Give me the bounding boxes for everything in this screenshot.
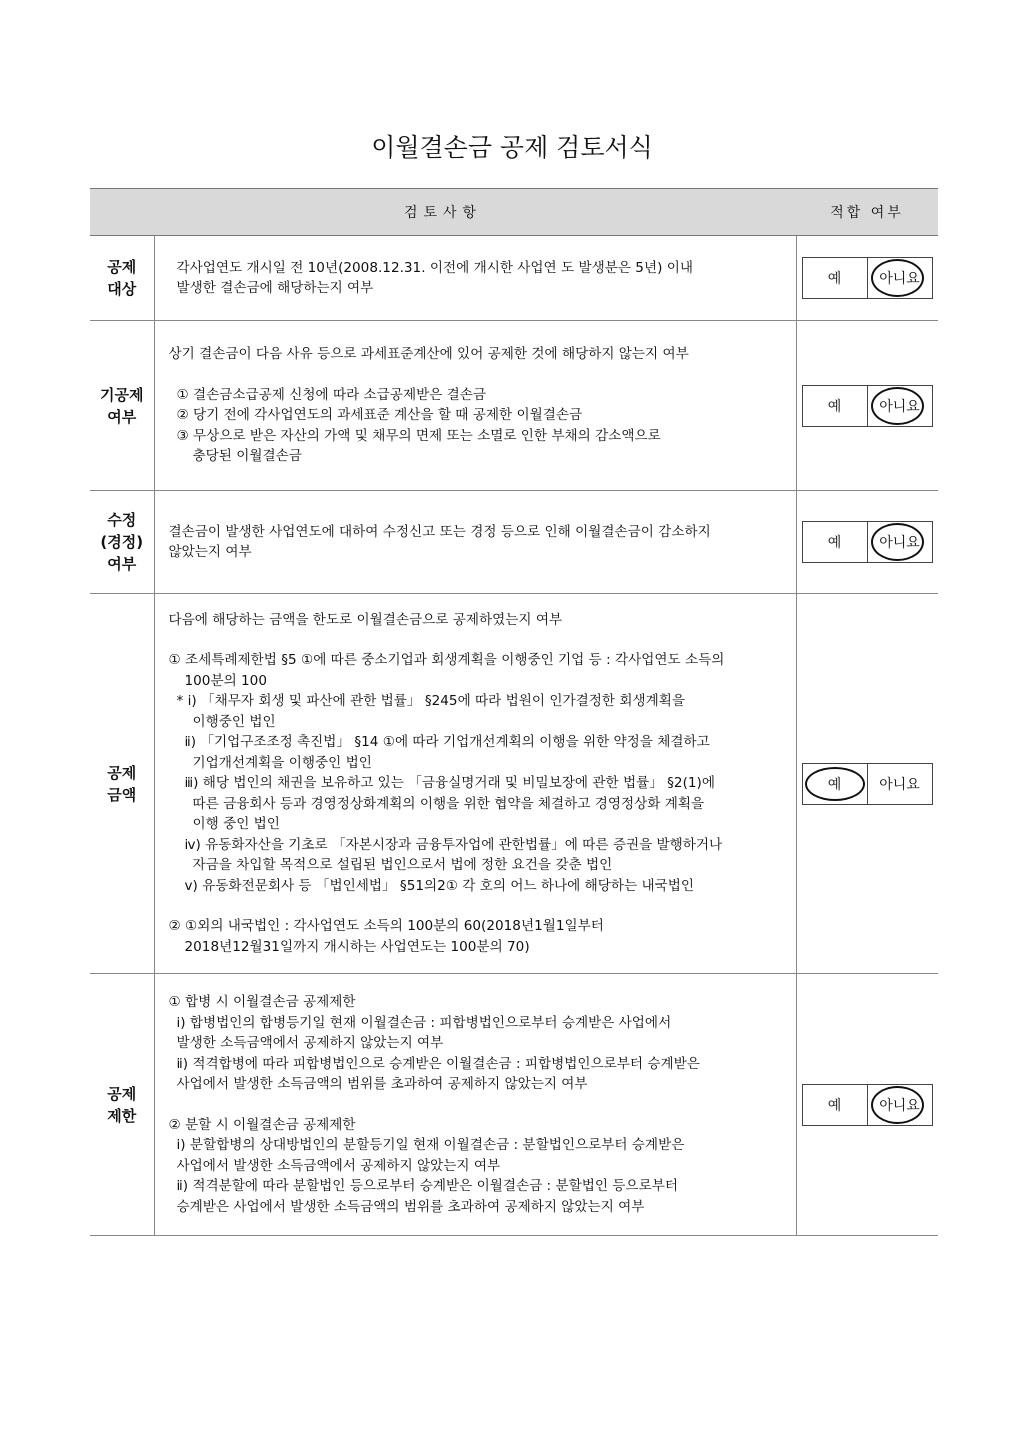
review-table [90, 188, 938, 1236]
content-line: ⅳ) 유동화자산을 기초로 「자본시장과 금융투자업에 관한법률」에 따른 증권을 발행하거나 [184, 836, 723, 853]
content-line: 기업개선계획을 이행중인 법인 [192, 754, 372, 771]
content-line: ⅰ) 합병법인의 합병등기일 현재 이월결손금 : 피합병법인으로부터 승계받은 사업에서 [176, 1014, 672, 1031]
content-line: 이행 중인 법인 [192, 816, 280, 833]
content-line: ⅱ) 적격분할에 따라 분할법인 등으로부터 승계받은 이월결손금 : 분할법인 등으로부터 [176, 1178, 678, 1194]
content-line: ② 당기 전에 각사업연도의 과세표준 계산을 할 때 공제한 이월결손금 [176, 407, 583, 424]
content-line: 결손금이 발생한 사업연도에 대하여 수정신고 또는 경정 등으로 인해 이월결손금이 감소하지 [168, 523, 711, 540]
content-line: 발생한 결손금에 해당하는지 여부 [176, 280, 374, 296]
category-line: 공제 [107, 763, 137, 782]
option-no-selected[interactable]: 아니요 [867, 258, 932, 298]
header-items: 검토사항 [90, 189, 796, 236]
yes-no-selector [802, 1084, 933, 1126]
yes-no-selector [802, 763, 933, 805]
content-line: 승계받은 사업에서 발생한 소득금액의 범위를 초과하여 공제하지 않았는지 여부 [176, 1198, 645, 1215]
content-line: ⅴ) 유동화전문회사 등 「법인세법」 §51의2① 각 호의 어느 하나에 해당하는 내국법인 [184, 877, 694, 894]
category-line: 여부 [107, 407, 137, 426]
content-line: ⅰ) 분할합병의 상대방법인의 분할등기일 현재 이월결손금 : 분할법인으로부터 승계받은 [176, 1137, 685, 1153]
option-yes[interactable]: 예 [827, 271, 842, 287]
content-line: 사업에서 발생한 소득금액의 범위를 초과하여 공제하지 않았는지 여부 [176, 1076, 588, 1092]
option-yes[interactable]: 예 [827, 398, 842, 415]
content-line: 발생한 소득금액에서 공제하지 않았는지 여부 [176, 1035, 444, 1051]
page-title: 이월결손금 공제 검토서식 [371, 133, 653, 162]
row-category [90, 236, 154, 321]
category-line: (경정) [100, 533, 144, 551]
content-line: ① 결손금소급공제 신청에 따라 소급공제받은 결손금 [176, 386, 487, 403]
header-fit: 적합 여부 [796, 189, 938, 236]
row-content [154, 594, 796, 974]
row-category [90, 594, 154, 974]
content-line: * ⅰ) 「채무자 회생 및 파산에 관한 법률」 §245에 따라 법원이 인가결정한 회생계획을 [176, 693, 685, 710]
table-row [90, 236, 938, 321]
option-no-selected[interactable]: 아니요 [867, 1085, 932, 1125]
table-row [90, 491, 938, 594]
yes-no-selector [802, 385, 933, 427]
content-line: 2018년12월31일까지 개시하는 사업연도는 100분의 70) [184, 938, 530, 955]
content-line: ② 분할 시 이월결손금 공제제한 [168, 1116, 356, 1133]
option-yes[interactable]: 예 [827, 1097, 842, 1114]
row-content [154, 236, 796, 321]
content-line: 각사업연도 개시일 전 10년(2008.12.31. 이전에 개시한 사업연 도 발생분은 5년) 이내 [176, 259, 693, 276]
category-line: 공제 [107, 1084, 137, 1103]
content-line: ⅲ) 해당 법인의 채권을 보유하고 있는 「금융실명거래 및 비밀보장에 관한 법률」 §2(1)에 [184, 775, 715, 792]
table-row [90, 594, 938, 974]
row-content [154, 491, 796, 594]
option-no[interactable]: 아니요 [867, 764, 932, 804]
option-yes-selected[interactable]: 예 [803, 764, 867, 804]
category-line: 수정 [107, 511, 137, 529]
content-line: ① 조세특례제한법 §5 ①에 따른 중소기업과 회생계획을 이행중인 기업 등 : 각사업연도 소득의 [168, 652, 725, 669]
content-line: ② ①외의 내국법인 : 각사업연도 소득의 100분의 60(2018년1월1일부터 [168, 918, 604, 935]
row-category [90, 321, 154, 491]
content-line: ③ 무상으로 받은 자산의 가액 및 채무의 면제 또는 소멸로 인한 부채의 감소액으로 [176, 427, 661, 444]
category-line: 기공제 [100, 385, 144, 404]
content-line: ⅱ) 「기업구조조정 촉진법」 §14 ①에 따라 기업개선계획의 이행을 위한 약정을 체결하고 [184, 734, 710, 751]
row-category [90, 491, 154, 594]
category-line: 여부 [107, 555, 137, 573]
content-intro: 상기 결손금이 다음 사유 등으로 과세표준계산에 있어 공제한 것에 해당하지 않는지 여부 [168, 346, 689, 363]
content-line: 따른 금융회사 등과 경영정상화계획의 이행을 위한 협약을 체결하고 경영정상화 계획을 [192, 795, 705, 812]
yes-no-selector [802, 521, 933, 563]
row-content [154, 321, 796, 491]
row-category [90, 974, 154, 1236]
content-line: 이행중인 법인 [192, 713, 276, 730]
answer-cell [796, 236, 938, 321]
answer-cell [796, 491, 938, 594]
table-row [90, 321, 938, 491]
content-line: 자금을 차입할 목적으로 설립된 법인으로서 법에 정한 요건을 갖춘 법인 [192, 857, 613, 874]
content-intro: 다음에 해당하는 금액을 한도로 이월결손금으로 공제하였는지 여부 [168, 611, 563, 628]
answer-cell [796, 974, 938, 1236]
content-line: 않았는지 여부 [168, 544, 252, 560]
option-no-selected[interactable]: 아니요 [867, 522, 932, 562]
category-line: 공제 [107, 258, 137, 276]
yes-no-selector [802, 257, 933, 299]
category-line: 제한 [107, 1106, 137, 1125]
answer-cell [796, 594, 938, 974]
row-content [154, 974, 796, 1236]
content-line: 사업에서 발생한 소득금액에서 공제하지 않았는지 여부 [176, 1157, 501, 1174]
category-line: 금액 [107, 785, 137, 804]
table-header-row [90, 189, 938, 236]
content-line: 100분의 100 [184, 672, 267, 689]
table-row [90, 974, 938, 1236]
category-line: 대상 [107, 280, 137, 298]
content-line: ① 합병 시 이월결손금 공제제한 [168, 994, 356, 1010]
option-no-selected[interactable]: 아니요 [867, 386, 932, 426]
content-line: 충당된 이월결손금 [192, 448, 302, 465]
option-yes[interactable]: 예 [827, 535, 842, 551]
content-line: ⅱ) 적격합병에 따라 피합병법인으로 승계받은 이월결손금 : 피합병법인으로부터 승계받은 [176, 1055, 700, 1072]
answer-cell [796, 321, 938, 491]
